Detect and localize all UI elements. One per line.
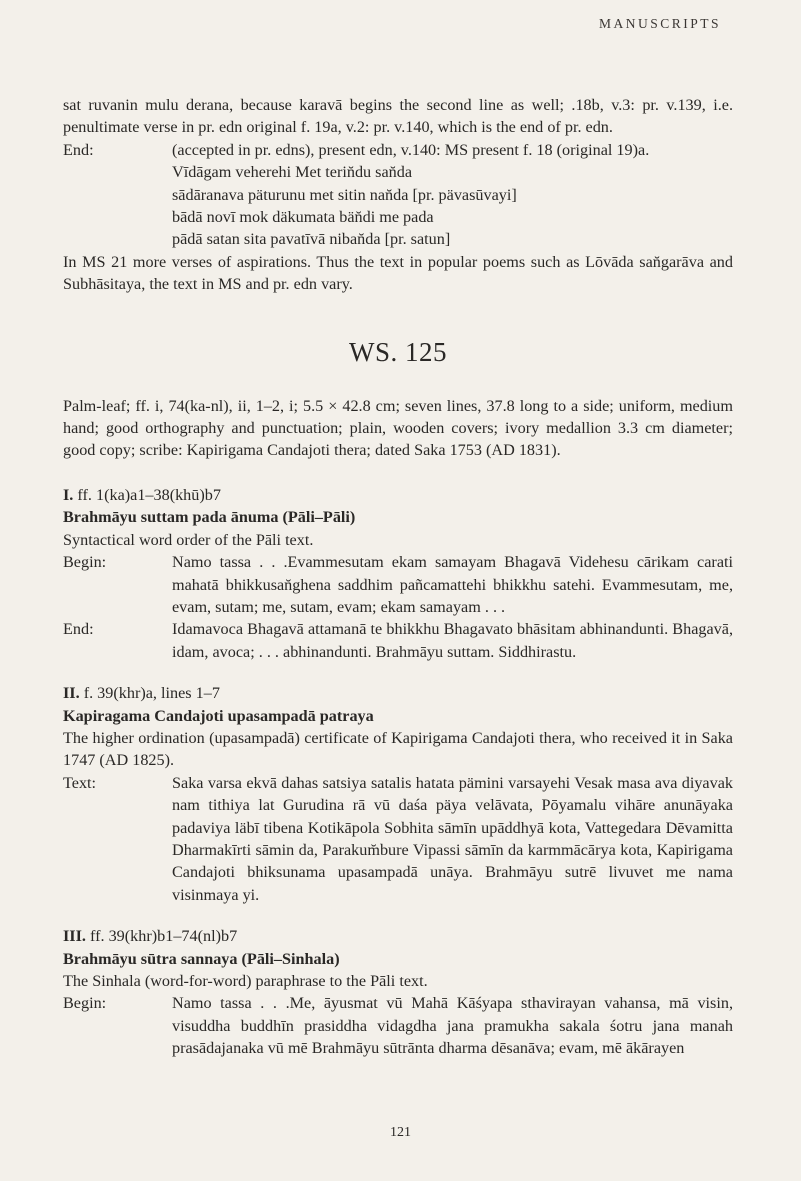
section-title-line bbox=[63, 682, 733, 704]
section-folios: ff. 1(ka)a1–38(khū)b7 bbox=[77, 485, 221, 504]
section-title-line bbox=[63, 484, 733, 506]
verse-block bbox=[63, 161, 733, 251]
running-head: MANUSCRIPTS bbox=[598, 16, 721, 31]
section-entry bbox=[63, 772, 733, 906]
entry-text: Idamavoca Bhagavā attamanā te bhikkhu Bhagavato bhāsitam abhinandunti. Bhagavā, idam, avoca; . . . abhinandunti. Brahmāyu suttam. Siddhirastu. bbox=[172, 620, 733, 661]
section-entry bbox=[63, 618, 733, 663]
entry-text: Namo tassa . . .Me, āyusmat vū Mahā Kāśyapa sthavirayan vahansa, mā visin, visuddha buddhīn prasiddha vidagdha jana pramukha sakala śotru jana manah prasādajanaka vū mē Brahmāyu sūtrānta dharma dēsanāva; evam, mē ākārayen bbox=[172, 994, 733, 1058]
entry-description: Palm-leaf; ff. i, 74(ka-nl), ii, 1–2, i; 5.5 × 42.8 cm; seven lines, 37.8 long to a side; uniform, medium hand; good orthography and punctuation; plain, wooden covers; ivory medallion 3.3 cm diameter; good copy; scribe: Kapirigama Candajoti thera; dated Saka 1753 (AD 1831). bbox=[63, 396, 733, 460]
section-number: II. bbox=[63, 684, 80, 703]
entry-label: Begin: bbox=[63, 553, 107, 572]
page-number: 121 bbox=[390, 1125, 411, 1140]
verse-line: bādā novī mok däkumata bän̆di me pada bbox=[172, 208, 434, 227]
section-title-line bbox=[63, 925, 733, 947]
top-end-entry bbox=[63, 139, 733, 161]
section-summary: The Sinhala (word-for-word) paraphrase to the Pāli text. bbox=[63, 972, 428, 990]
entry-text: Namo tassa . . .Evammesutam ekam samayam Bhagavā Videhesu cārikam carati mahatā bhikkusan̆ghena saddhim pañcamattehi bhikkhu satehi. Evammesutam, me, evam, sutam; me, sutam, evam; ekam samayam . . . bbox=[172, 553, 733, 616]
verse-line: Vīdāgam veherehi Met terin̆du san̆da bbox=[172, 163, 413, 182]
section-summary: Syntactical word order of the Pāli text. bbox=[63, 530, 314, 549]
entry-text: Saka varsa ekvā dahas satsiya satalis hatata pämini varsayehi Vesak masa ava diyavak nam tithiya lat Gurudina rā vū daśa päya velāvata, Pōyamalu vihāre anunāyaka padaviya läbī tibena Kotikāpola Sobhita sāmīn upāddhyā kota, Vattegedara Dēvamitta Dharmakīrti sāmin da, Parakum̆bure Vipassi sāmīn da karmmācārya kota, Kapirigama Candajoti bhiksunama upasampadā unāya. Brahmāyu sutrē livuvet me nama visinmaya yi. bbox=[172, 773, 733, 904]
page-content bbox=[63, 94, 733, 1060]
entry-label: End: bbox=[63, 620, 94, 639]
section-heading: Brahmāyu suttam pada ānuma (Pāli–Pāli) bbox=[63, 508, 356, 527]
entry-label: Text: bbox=[63, 773, 97, 792]
section-heading: Brahmāyu sūtra sannaya (Pāli–Sinhala) bbox=[63, 949, 340, 968]
section-1 bbox=[63, 484, 733, 663]
entry-label: Begin: bbox=[63, 994, 107, 1013]
entry-title: WS. 125 bbox=[349, 336, 447, 367]
section-number: III. bbox=[63, 927, 86, 946]
intro-paragraph: sat ruvanin mulu derana, because karavā begins the second line as well; .18b, v.3: pr. v.139, i.e. penultimate verse in pr. edn original f. 19a, v.2: pr. v.140, which is the end of pr. edn. bbox=[63, 96, 733, 137]
section-heading: Kapiragama Candajoti upasampadā patraya bbox=[63, 706, 374, 725]
closing-paragraph: In MS 21 more verses of aspirations. Thus the text in popular poems such as Lōvāda san̆garāva and Subhāsitaya, the text in MS and pr. edn vary. bbox=[63, 252, 733, 294]
section-number: I. bbox=[63, 485, 74, 504]
verse-line: sādāranava päturunu met sitin nan̆da [pr. pävasūvayi] bbox=[172, 185, 517, 204]
section-2 bbox=[63, 682, 733, 906]
section-entry bbox=[63, 992, 733, 1059]
section-folios: ff. 39(khr)b1–74(nl)b7 bbox=[90, 927, 238, 946]
section-summary: The higher ordination (upasampadā) certificate of Kapirigama Candajoti thera, who received it in Saka 1747 (AD 1825). bbox=[63, 728, 733, 770]
entry-label: End: bbox=[63, 140, 94, 159]
section-entry bbox=[63, 551, 733, 618]
verse-line: pādā satan sita pavatīvā niban̆da [pr. satun] bbox=[172, 230, 451, 249]
section-3 bbox=[63, 925, 733, 1059]
entry-text: (accepted in pr. edns), present edn, v.140: MS present f. 18 (original 19)a. bbox=[172, 140, 650, 159]
section-folios: f. 39(khr)a, lines 1–7 bbox=[83, 684, 220, 703]
